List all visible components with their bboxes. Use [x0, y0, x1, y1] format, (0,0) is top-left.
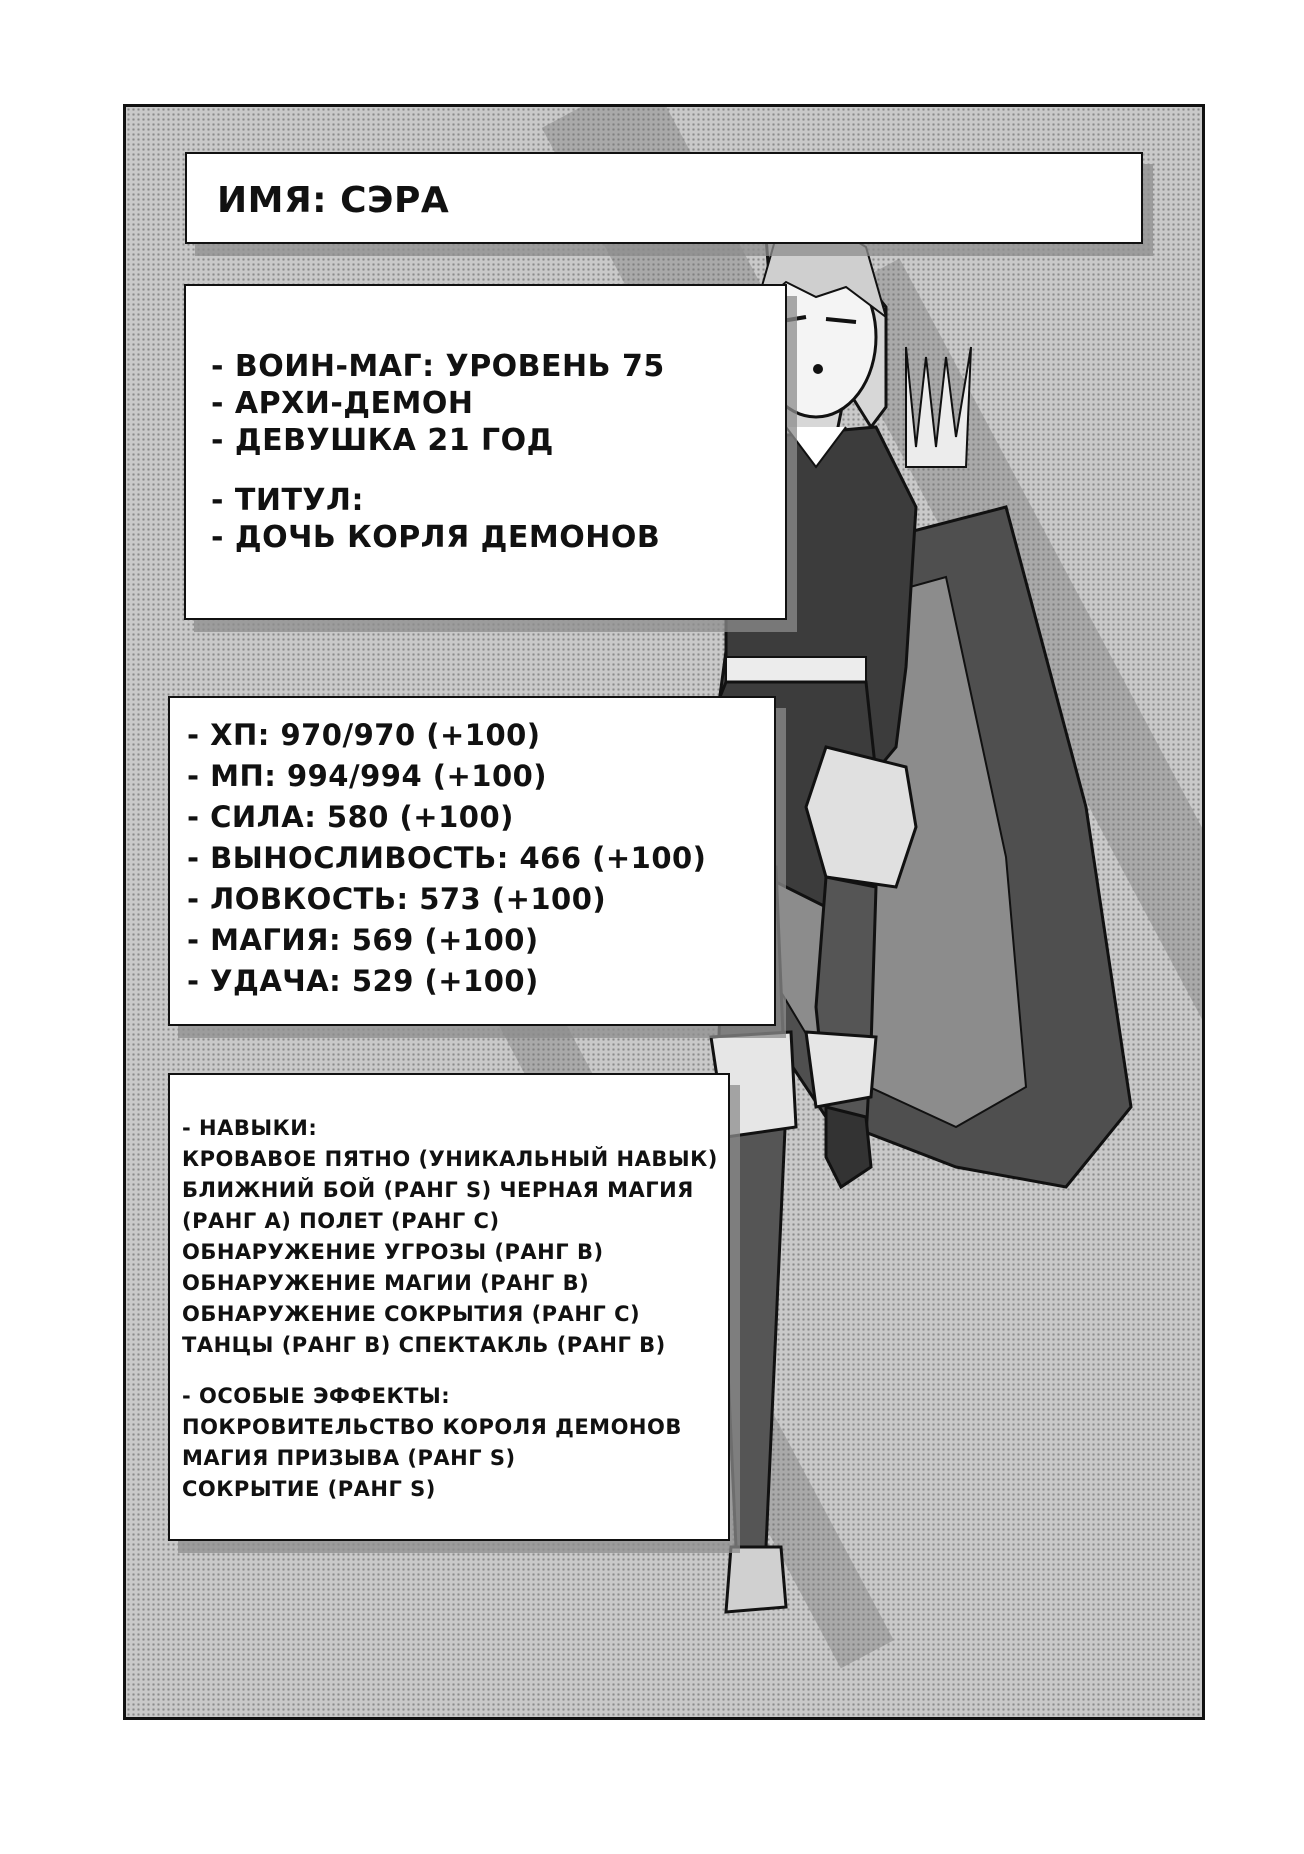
- stat-line: - ХП: 970/970 (+100): [187, 718, 541, 752]
- stat-line: - ЛОВКОСТЬ: 573 (+100): [187, 882, 607, 916]
- info-line: - ТИТУЛ:: [211, 483, 364, 518]
- info-box: [184, 284, 787, 620]
- name-box: [185, 152, 1143, 244]
- skill-line: ТАНЦЫ (РАНГ В) СПЕКТАКЛЬ (РАНГ В): [182, 1333, 666, 1357]
- effect-line: МАГИЯ ПРИЗЫВА (РАНГ S): [182, 1446, 516, 1470]
- stats-box: [168, 696, 776, 1026]
- skills-heading: - НАВЫКИ:: [182, 1116, 318, 1140]
- skill-line: КРОВАВОЕ ПЯТНО (УНИКАЛЬНЫЙ НАВЫК): [182, 1147, 718, 1171]
- stat-line: - УДАЧА: 529 (+100): [187, 964, 539, 998]
- character-name: ИМЯ: СЭРА: [217, 180, 450, 221]
- stat-line: - ВЫНОСЛИВОСТЬ: 466 (+100): [187, 841, 707, 875]
- stat-line: - МАГИЯ: 569 (+100): [187, 923, 539, 957]
- info-line: - ВОИН-МАГ: УРОВЕНЬ 75: [211, 349, 665, 384]
- skill-line: ОБНАРУЖЕНИЕ МАГИИ (РАНГ В): [182, 1271, 590, 1295]
- skill-line: ОБНАРУЖЕНИЕ УГРОЗЫ (РАНГ В): [182, 1240, 604, 1264]
- thigh-armor: [806, 747, 916, 887]
- knee-armor-right: [806, 1032, 876, 1107]
- effect-line: СОКРЫТИЕ (РАНГ S): [182, 1477, 436, 1501]
- character-panel: [123, 104, 1205, 1720]
- epaulette: [906, 347, 971, 467]
- effect-line: ПОКРОВИТЕЛЬСТВО КОРОЛЯ ДЕМОНОВ: [182, 1415, 682, 1439]
- effects-heading: - ОСОБЫЕ ЭФФЕКТЫ:: [182, 1384, 451, 1408]
- stat-line: - МП: 994/994 (+100): [187, 759, 548, 793]
- stat-line: - СИЛА: 580 (+100): [187, 800, 514, 834]
- skills-box: [168, 1073, 730, 1541]
- mouth: [813, 364, 823, 374]
- skill-line: БЛИЖНИЙ БОЙ (РАНГ S) ЧЕРНАЯ МАГИЯ: [182, 1178, 694, 1202]
- boot-left: [726, 1547, 786, 1612]
- info-line: - АРХИ-ДЕМОН: [211, 386, 474, 421]
- info-line: - ДОЧЬ КОРЛЯ ДЕМОНОВ: [211, 520, 661, 555]
- skill-line: ОБНАРУЖЕНИЕ СОКРЫТИЯ (РАНГ С): [182, 1302, 641, 1326]
- info-line: - ДЕВУШКА 21 ГОД: [211, 423, 554, 458]
- belt: [726, 657, 866, 683]
- skill-line: (РАНГ А) ПОЛЕТ (РАНГ С): [182, 1209, 500, 1233]
- boot-right: [826, 1107, 871, 1187]
